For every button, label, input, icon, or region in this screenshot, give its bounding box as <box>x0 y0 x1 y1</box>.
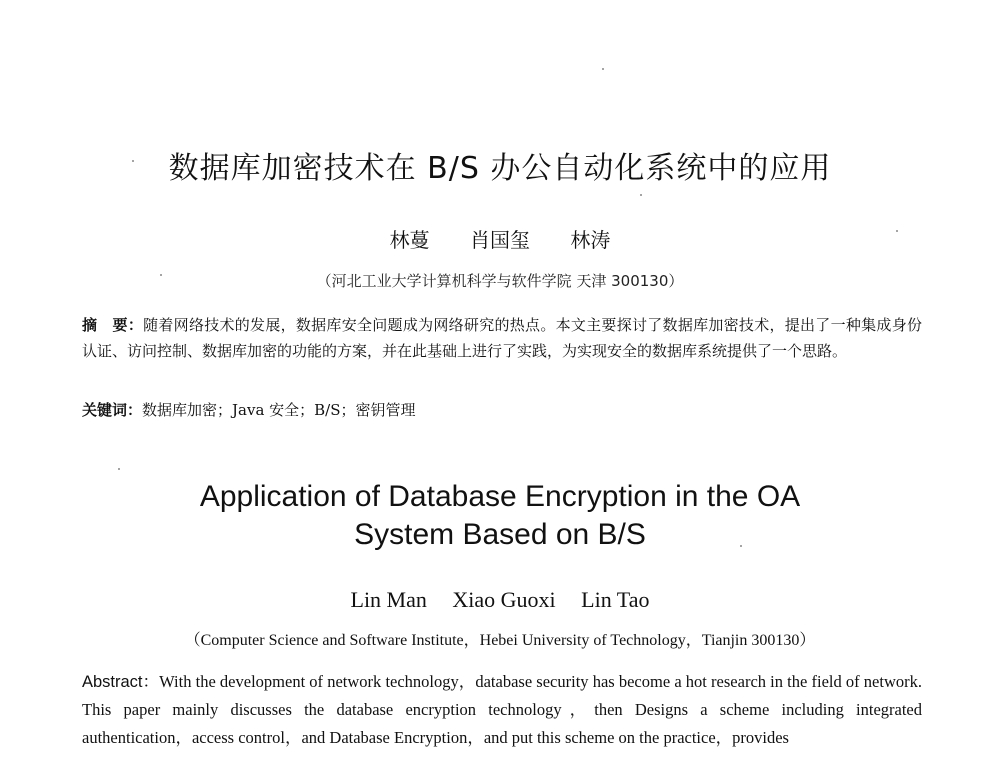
english-author-2: Xiao Guoxi <box>452 587 556 612</box>
english-abstract <box>82 668 922 752</box>
english-authors <box>0 587 1000 613</box>
chinese-affiliation: （河北工业大学计算机科学与软件学院 天津 300130） <box>316 272 684 290</box>
chinese-author-1: 林蔓 <box>389 228 430 252</box>
scan-speck <box>160 274 162 276</box>
chinese-keywords-text: 数据库加密；Java 安全；B/S；密钥管理 <box>142 401 416 419</box>
scan-speck <box>640 194 642 196</box>
scan-speck <box>740 545 742 547</box>
english-author-3: Lin Tao <box>581 587 650 612</box>
scan-speck <box>896 230 898 232</box>
chinese-keywords <box>82 398 922 422</box>
chinese-abstract-text: 随着网络技术的发展，数据库安全问题成为网络研究的热点。本文主要探讨了数据库加密技术，提出了一种集成身份认证、访问控制、数据库加密的功能的方案，并在此基础上进行了实践，为实现安全的数据库系统提供了一个思路。 <box>82 316 922 360</box>
scan-speck <box>118 468 120 470</box>
chinese-keywords-label: 关键词： <box>82 401 143 419</box>
chinese-abstract <box>82 312 922 364</box>
english-author-1: Lin Man <box>350 587 427 612</box>
chinese-abstract-label: 摘 要： <box>82 316 144 334</box>
chinese-authors <box>0 224 1000 253</box>
english-title-line-2: System Based on B/S <box>354 518 646 551</box>
scan-speck <box>602 68 604 70</box>
chinese-author-2: 肖国玺 <box>470 228 530 252</box>
english-title <box>0 478 1000 554</box>
chinese-title: 数据库加密技术在 B/S 办公自动化系统中的应用 <box>168 151 832 186</box>
english-abstract-label: Abstract： <box>82 673 160 691</box>
english-affiliation: （Computer Science and Software Institute，Hebei University of Technology，Tianjin 300130） <box>184 632 816 649</box>
english-title-line-1: Application of Database Encryption in the OA <box>199 480 801 513</box>
chinese-author-3: 林涛 <box>570 228 611 252</box>
scan-speck <box>132 160 134 162</box>
english-abstract-text: With the development of network technology，database security has become a hot research in the field of network. This paper mainly discusses the database encryption technology，then Designs a scheme including integrated authentication，access control，and Database Encryption，and put this scheme on the practice，provides <box>82 672 922 747</box>
